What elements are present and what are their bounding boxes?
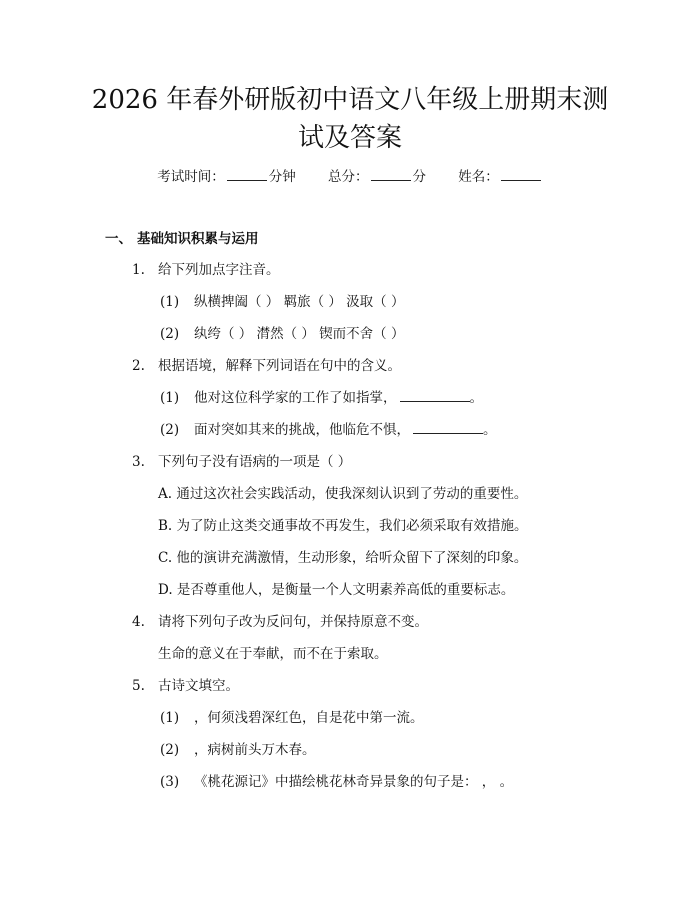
question-4-sentence: 生命的意义在于奉献，而不在于索取。	[158, 646, 388, 662]
item-text: ，病树前头万木春。	[194, 742, 316, 758]
question-5-item-3	[160, 770, 513, 794]
exam-info-row	[0, 165, 700, 189]
question-3	[132, 450, 351, 474]
exam-time-label: 考试时间：	[157, 169, 225, 185]
item-text: 纵横捭阖（ ） 羁旅（ ） 汲取（ ）	[194, 294, 405, 310]
question-number: 1.	[132, 262, 145, 278]
item-number: (3)	[160, 774, 180, 790]
item-number: (2)	[160, 422, 180, 438]
item-text: ，何须浅碧深红色，自是花中第一流。	[194, 710, 424, 726]
total-score-label: 总分：	[328, 169, 369, 185]
question-1-item-1	[160, 290, 404, 314]
question-1-item-2	[160, 322, 404, 346]
question-5	[132, 674, 239, 698]
answer-blank[interactable]	[413, 419, 483, 434]
question-number: 2.	[132, 358, 145, 374]
answer-blank[interactable]	[400, 387, 470, 402]
section-title: 基础知识积累与运用	[137, 231, 259, 247]
page-title-line-1: 2026 年春外研版初中语文八年级上册期末测	[91, 85, 609, 115]
student-name-blank[interactable]	[501, 166, 541, 181]
total-score-blank[interactable]	[371, 166, 411, 181]
question-number: 3.	[132, 454, 145, 470]
question-3-option-c: C. 他的演讲充满激情，生动形象，给听众留下了深刻的印象。	[158, 550, 528, 566]
item-number: (2)	[160, 326, 180, 342]
item-number: (1)	[160, 710, 180, 726]
item-number: (1)	[160, 294, 180, 310]
item-end-punct: 。	[469, 390, 483, 406]
item-text: 《桃花源记》中描绘桃花林奇异景象的句子是： ， 。	[194, 774, 514, 790]
item-text: 纨绔（ ） 潸然（ ） 锲而不舍（ ）	[194, 326, 405, 342]
question-5-item-2	[160, 738, 316, 762]
question-number: 5.	[132, 678, 145, 694]
student-name-label: 姓名：	[458, 169, 499, 185]
question-3-option-d: D. 是否尊重他人，是衡量一个人文明素养高低的重要标志。	[158, 582, 515, 598]
section-number: 一、	[105, 231, 132, 247]
item-text: 他对这位科学家的工作了如指掌，	[194, 390, 397, 406]
exam-time-unit: 分钟	[268, 169, 296, 185]
question-4	[132, 610, 428, 634]
item-number: (1)	[160, 390, 180, 406]
question-3-option-b: B. 为了防止这类交通事故不再发生，我们必须采取有效措施。	[158, 518, 528, 534]
item-number: (2)	[160, 742, 180, 758]
question-3-option-a: A. 通过这次社会实践活动，使我深刻认识到了劳动的重要性。	[158, 486, 528, 502]
question-text: 下列句子没有语病的一项是（ ）	[158, 454, 352, 470]
question-1	[132, 258, 280, 282]
question-text: 古诗文填空。	[158, 678, 239, 694]
item-end-punct: 。	[483, 422, 497, 438]
item-text: 面对突如其来的挑战，他临危不惧，	[194, 422, 410, 438]
question-2-item-2	[160, 418, 497, 442]
question-number: 4.	[132, 614, 145, 630]
total-score-field	[328, 169, 430, 185]
student-name-field	[458, 169, 543, 185]
question-5-item-1	[160, 706, 424, 730]
question-text: 请将下列句子改为反问句，并保持原意不变。	[158, 614, 428, 630]
total-score-unit: 分	[412, 169, 426, 185]
exam-time-blank[interactable]	[227, 166, 267, 181]
question-text: 根据语境，解释下列词语在句中的含义。	[158, 358, 401, 374]
question-2-item-1	[160, 386, 483, 410]
exam-time-field	[157, 169, 300, 185]
question-2	[132, 354, 401, 378]
section-heading	[105, 227, 259, 251]
question-text: 给下列加点字注音。	[158, 262, 280, 278]
page-title-line-2: 试及答案	[297, 123, 402, 153]
